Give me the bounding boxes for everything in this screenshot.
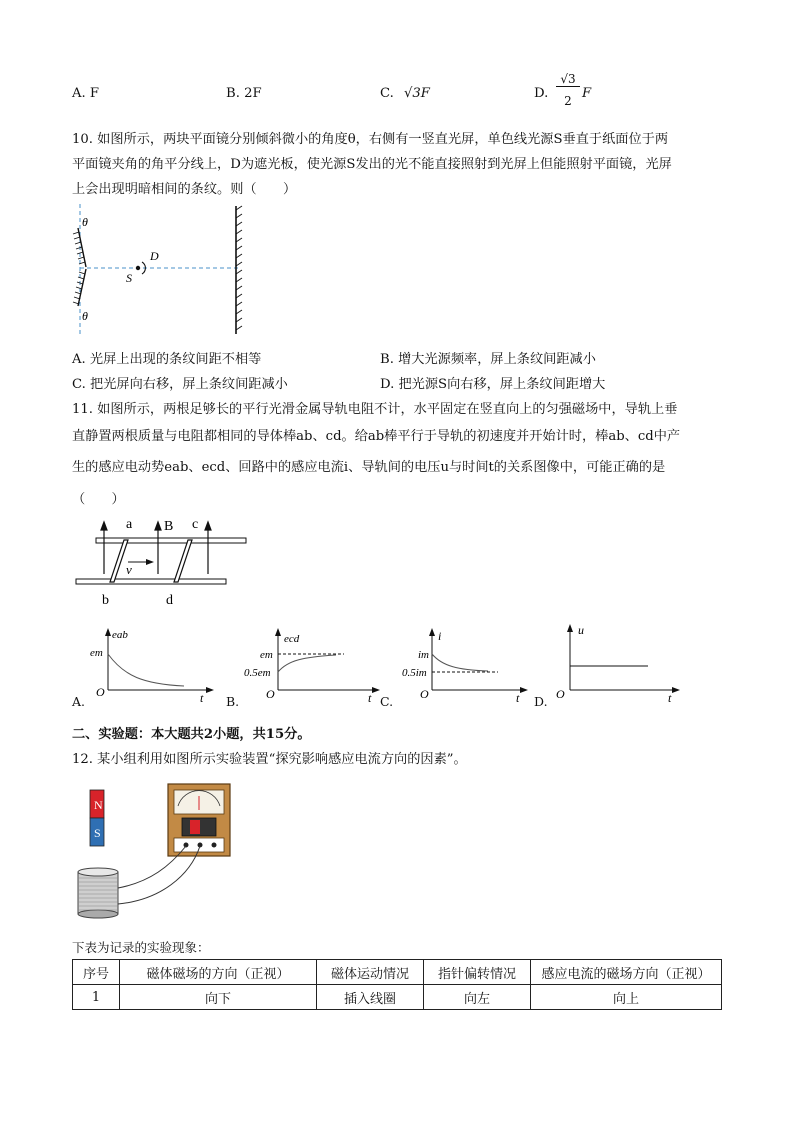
magnet-south-label: S	[94, 826, 101, 840]
q11-graph-b	[244, 624, 384, 704]
table-cell: 1	[73, 985, 120, 1010]
q12-record-table	[72, 959, 722, 1010]
table-cell: 插入线圈	[317, 985, 424, 1010]
q11-rails-figure	[70, 514, 260, 610]
q9-option-a: A. F	[72, 86, 100, 101]
q11-graph-b-xlabel: t	[368, 691, 372, 704]
q11-graph-b-ylabel: ecd	[284, 633, 300, 645]
table-cell: 向上	[531, 985, 722, 1010]
q11-graph-c-origin: O	[420, 687, 429, 701]
q11-graph-a-origin: O	[96, 685, 105, 699]
magnet-north-label: N	[94, 798, 103, 812]
q10-fig-theta-top: θ	[82, 215, 88, 229]
q11-graph-b-tick-bottom: 0.5em	[244, 667, 271, 679]
q9-option-d-denominator: 2	[564, 94, 572, 108]
q10-fig-label-d: D	[150, 249, 159, 263]
q11-graph-c	[398, 624, 538, 704]
q11-graph-b-label: B.	[226, 694, 240, 709]
q11-fig-label-d: d	[166, 593, 173, 608]
q11-graph-c-tick-bottom: 0.5im	[402, 667, 427, 679]
table-header-row	[73, 960, 722, 985]
q10-stem-line-2: 平面镜夹角的角平分线上，D为遮光板，使光源S发出的光不能直接照射到光屏上但能照射平面镜，光屏	[72, 157, 672, 172]
q9-option-d-prefix: D.	[534, 86, 549, 101]
q11-fig-label-a: a	[126, 517, 133, 532]
q10-fig-theta-bottom: θ	[82, 309, 88, 323]
q9-option-c	[380, 86, 430, 101]
q11-graph-c-tick-top: im	[418, 649, 429, 661]
q11-graph-b-origin: O	[266, 687, 275, 701]
q10-option-c: C. 把光屏向右移，屏上条纹间距减小	[72, 377, 288, 392]
q11-stem-line-4: （ ）	[72, 492, 125, 507]
q10-stem-line-3: 上会出现明暗相间的条纹。则（ ）	[72, 182, 297, 197]
q10-mirror-figure	[70, 200, 250, 340]
section-2-heading: 二、实验题：本大题共2小题，共15分。	[72, 727, 311, 742]
q11-graph-d-xlabel: t	[668, 691, 672, 704]
q9-option-b: B. 2F	[226, 86, 262, 101]
q11-graph-a	[88, 624, 218, 704]
q11-graph-d-ylabel: u	[578, 623, 584, 637]
q10-stem-line-1: 10. 如图所示，两块平面镜分别倾斜微小的角度θ，右侧有一竖直光屏，单色线光源S垂直于纸面位于两	[72, 132, 669, 147]
q9-option-c-prefix: C.	[380, 86, 394, 101]
q12-apparatus-figure	[70, 776, 240, 924]
q11-stem-line-1: 11. 如图所示，两根足够长的平行光滑金属导轨电阻不计，水平固定在竖直向上的匀强磁场中，导轨上垂	[72, 402, 678, 417]
q11-fig-label-b: b	[102, 593, 109, 608]
q11-graph-a-label: A.	[72, 694, 86, 709]
q9-option-d-numerator: √3	[556, 72, 580, 87]
table-cell: 向下	[120, 985, 317, 1010]
q10-option-b: B. 增大光源频率，屏上条纹间距减小	[380, 352, 596, 367]
table-header-magnet-motion: 磁体运动情况	[317, 960, 424, 985]
q11-graph-a-ylabel: eab	[112, 629, 128, 641]
table-header-index: 序号	[73, 960, 120, 985]
q12-stem-line-1: 12. 某小组利用如图所示实验装置“探究影响感应电流方向的因素”。	[72, 752, 467, 767]
q11-graph-c-ylabel: i	[438, 629, 442, 643]
q11-graph-b-tick-top: em	[260, 649, 273, 661]
table-header-induced-field-direction: 感应电流的磁场方向（正视）	[531, 960, 722, 985]
q11-fig-label-c: c	[192, 517, 199, 532]
q11-graph-c-xlabel: t	[516, 691, 520, 704]
q10-option-d: D. 把光源S向右移，屏上条纹间距增大	[380, 377, 606, 392]
q11-graph-d-origin: O	[556, 687, 565, 701]
q9-option-d-tail: F	[582, 86, 592, 101]
q11-fig-label-field: B	[164, 519, 174, 534]
q12-table-caption: 下表为记录的实验现象：	[72, 940, 210, 955]
table-header-field-direction: 磁体磁场的方向（正视）	[120, 960, 317, 985]
q9-option-c-value: √3F	[404, 86, 430, 101]
q11-graph-a-tick: em	[90, 647, 103, 659]
table-row	[73, 985, 722, 1010]
q10-option-a: A. 光屏上出现的条纹间距不相等	[72, 352, 262, 367]
q11-stem-line-3: 生的感应电动势eab、ecd、回路中的感应电流i、导轨间的电压u与时间t的关系图像中，可能正确的是	[72, 460, 666, 475]
q11-graph-d	[552, 620, 686, 704]
q11-stem-line-2: 直静置两根质量与电阻都相同的导体棒ab、cd。给ab棒平行于导轨的初速度并开始计时，棒ab、cd中产	[72, 429, 681, 444]
q10-fig-label-s: S	[126, 271, 132, 285]
q11-graph-d-label: D.	[534, 694, 548, 709]
q11-fig-label-v: v	[126, 562, 132, 577]
table-header-needle-deflection: 指针偏转情况	[424, 960, 531, 985]
q11-graph-c-label: C.	[380, 694, 394, 709]
q11-graph-a-xlabel: t	[200, 691, 204, 704]
table-cell: 向左	[424, 985, 531, 1010]
